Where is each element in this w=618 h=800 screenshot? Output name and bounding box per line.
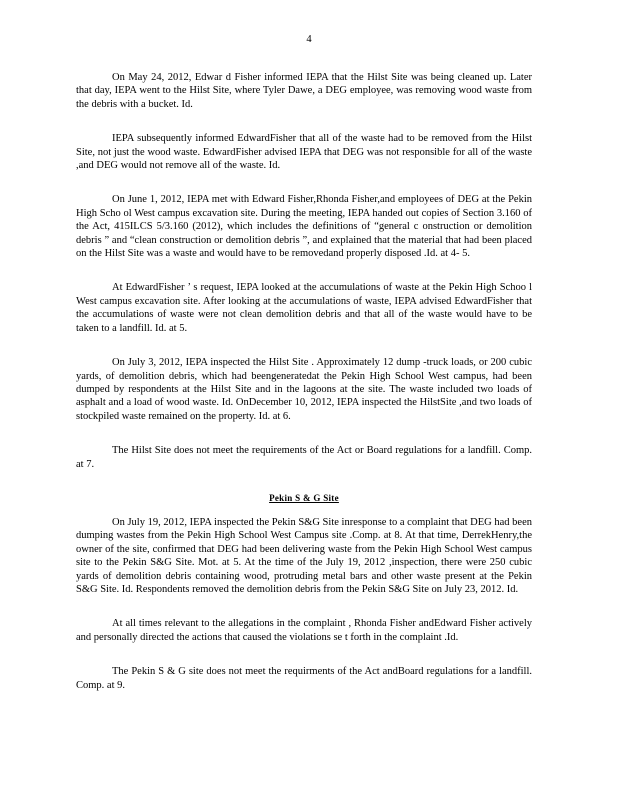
paragraph: At EdwardFisher ’ s request, IEPA looked at the accumulations of waste at the Pekin High Schoo l West campus excavation site. After looking at the accumulations of waste, IEPA advised EdwardFisher that the accumulations of waste were not clean demolition debris and that all of the waste would have to be taken to a landfill. Id. at 5. bbox=[76, 282, 532, 334]
paragraph: On May 24, 2012, Edwar d Fisher informed IEPA that the Hilst Site was being cleaned up. Later that day, IEPA went to the Hilst Site, where Tyler Dawe, a DEG employee, was removing wood waste from the debris with a bucket. Id. bbox=[76, 72, 532, 110]
section-heading-text: Pekin S & G Site bbox=[269, 492, 339, 503]
paragraph: IEPA subsequently informed EdwardFisher that all of the waste had to be removed from the Hilst Site, not just the wood waste. EdwardFisher advised IEPA that DEG was not responsible for all of the waste ,and DEG would not remove all of the waste. Id. bbox=[76, 133, 532, 172]
paragraph: The Hilst Site does not meet the requirements of the Act or Board regulations for a landfill. Comp. at 7. bbox=[76, 445, 532, 470]
page-number: 4 bbox=[306, 34, 312, 45]
paragraph: The Pekin S & G site does not meet the requirments of the Act andBoard regulations for a landfill. Comp. at 9. bbox=[76, 666, 532, 691]
paragraph: On July 3, 2012, IEPA inspected the Hilst Site . Approximately 12 dump -truck loads, or 200 cubic yards, of demolition debris, which had beengeneratedat the Pekin High School West campus, had been dumped by respondents at the Hilst Site and in the lagoons at the site. The waste included two loads of asphalt and a load of wood waste. Id. OnDecember 10, 2012, IEPA inspected the HilstSite ,and two loads of stockpiled waste remained on the property. Id. at 6. bbox=[76, 357, 532, 422]
document-body bbox=[76, 71, 532, 713]
paragraph: At all times relevant to the allegations in the complaint , Rhonda Fisher andEdward Fisher actively and personally directed the actions that caused the violations se t forth in the complaint .Id. bbox=[76, 618, 532, 643]
section-heading bbox=[76, 492, 532, 504]
paragraph: On July 19, 2012, IEPA inspected the Pekin S&G Site inresponse to a complaint that DEG had been dumping wastes from the Pekin High School West Campus site .Comp. at 8. At that time, DerrekHenry,the owner of the site, confirmed that DEG had been delivering waste from the Pekin High School West campus site to the Pekin S&G Site. Mot. at 5. At the time of the July 19, 2012 ,inspection, there were 250 cubic yards of demolition debris containing wood, protruding metal bars and other waste present at the Pekin S&G Site. Id. Respondents removed the demolition debris from the Pekin S&G Site on July 23, 2012. Id. bbox=[76, 516, 532, 595]
paragraph: On June 1, 2012, IEPA met with Edward Fisher,Rhonda Fisher,and employees of DEG at the Pekin High Scho ol West campus excavation site. During the meeting, IEPA handed out copies of Section 3.160 of the Act, 415ILCS 5/3.160 (2012), which includes the definitions of “general c onstruction or demolition debris ” and “clean construction or demolition debris ”, and explained that the material that had been placed on the Hilst Site was a waste and would have to be removedand properly disposed .Id. at 4- 5. bbox=[76, 194, 532, 260]
